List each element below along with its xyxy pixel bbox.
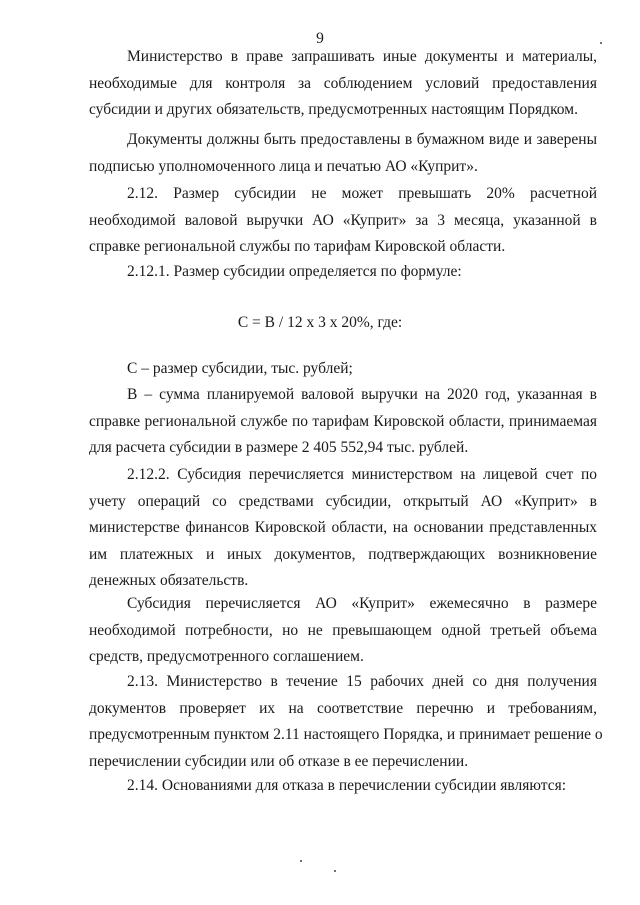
paragraph-documents-request bbox=[89, 44, 597, 124]
paragraph-line: им платежных и иных документов, подтверждающих возникновение bbox=[89, 545, 597, 563]
paragraph-2-13 bbox=[89, 669, 603, 775]
paragraph-line: субсидии и других обязательств, предусмотренных настоящим Порядком. bbox=[89, 101, 578, 118]
paragraph-line: для расчета субсидии в размере 2 405 552,94 тыс. рублей. bbox=[89, 439, 469, 456]
paragraph-line: справке региональной службе по тарифам Кировской области, принимаемая bbox=[89, 412, 597, 430]
paragraph-2-14 bbox=[89, 773, 597, 800]
page-number: 9 bbox=[316, 30, 324, 47]
scan-speck bbox=[334, 870, 336, 872]
paragraph-line: Субсидия перечисляется АО «Куприт» ежемесячно в размере bbox=[127, 595, 597, 612]
paragraph-documents-form bbox=[89, 127, 597, 180]
scan-speck bbox=[600, 42, 602, 44]
paragraph-line: Документы должны быть предоставлены в бумажном виде и заверены bbox=[127, 131, 597, 148]
subsidy-formula: С = В / 12 х 3 х 20%, где: bbox=[237, 314, 403, 331]
paragraph-line: В – сумма планируемой валовой выручки на 2020 год, указанная в bbox=[127, 386, 597, 403]
paragraph-line: Министерство в праве запрашивать иные документы и материалы, bbox=[127, 48, 597, 65]
paragraph-line: необходимой потребности, но не превышающем одной третьей объема bbox=[89, 621, 597, 639]
paragraph-line: 2.13. Министерство в течение 15 рабочих дней со дня получения bbox=[127, 673, 597, 690]
paragraph-line: средств, предусмотренного соглашением. bbox=[89, 648, 364, 665]
paragraph-line: подписью уполномоченного лица и печатью АО «Куприт». bbox=[89, 157, 478, 175]
paragraph-line: перечислении субсидии или об отказе в ее перечислении. bbox=[89, 752, 469, 770]
paragraph-line: 2.12.1. Размер субсидии определяется по формуле: bbox=[127, 263, 462, 280]
formula-definition-b bbox=[89, 382, 597, 462]
paragraph-line: министерстве финансов Кировской области, на основании представленных bbox=[89, 519, 597, 536]
paragraph-monthly-transfer bbox=[89, 591, 597, 671]
paragraph-2-12 bbox=[89, 181, 597, 261]
paragraph-line: необходимой валовой выручки АО «Куприт» за 3 месяца, указанной в bbox=[89, 211, 597, 229]
paragraph-line: предусмотренным пунктом 2.11 настоящего Порядка, и принимает решение о bbox=[89, 726, 603, 743]
paragraph-line: учету операций со средствами субсидии, открытый АО «Куприт» в bbox=[89, 492, 597, 510]
paragraph-line: 2.14. Основаниями для отказа в перечислении субсидии являются: bbox=[127, 777, 567, 794]
paragraph-2-12-1 bbox=[89, 259, 597, 286]
paragraph-line: денежных обязательств. bbox=[89, 572, 249, 589]
paragraph-line: С – размер субсидии, тыс. рублей; bbox=[127, 360, 353, 377]
scan-speck bbox=[300, 860, 302, 862]
paragraph-line: документов проверяет их на соответствие перечню и требованиям, bbox=[89, 699, 597, 717]
paragraph-line: справке региональной службы по тарифам Кировской области. bbox=[89, 238, 506, 255]
paragraph-line: необходимые для контроля за соблюдением условий предоставления bbox=[89, 74, 597, 92]
paragraph-line: 2.12.2. Субсидия перечисляется министерством на лицевой счет по bbox=[127, 466, 597, 483]
paragraph-2-12-2 bbox=[89, 462, 597, 595]
paragraph-line: 2.12. Размер субсидии не может превышать 20% расчетной bbox=[127, 185, 597, 202]
formula-definition-c bbox=[89, 356, 597, 383]
